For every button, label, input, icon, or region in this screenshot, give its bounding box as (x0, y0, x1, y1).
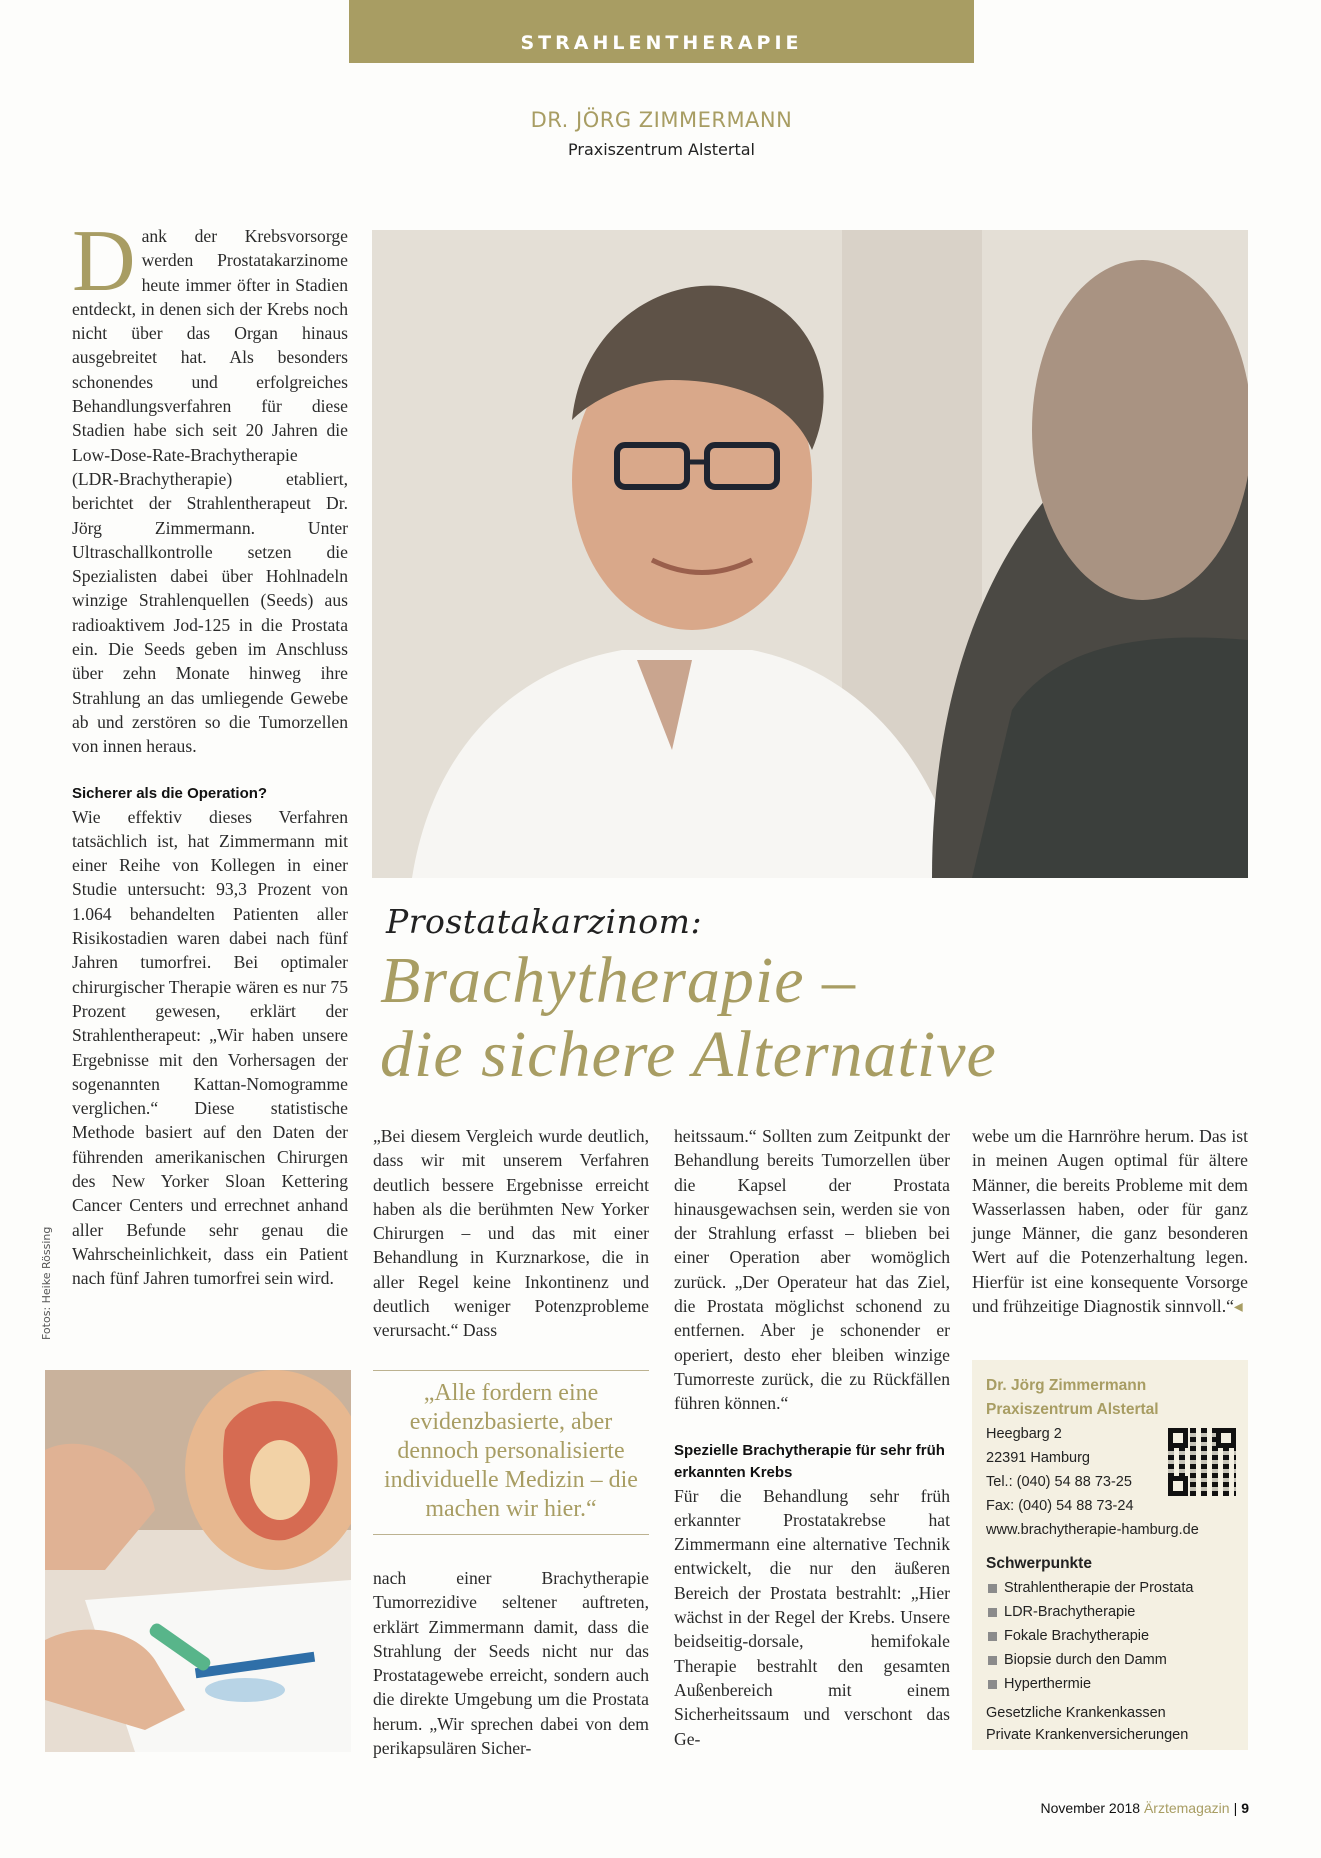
pull-quote-text: „Alle fordern eine evidenzbasierte, aber dennoch personalisierte individuelle Medizin – die machen wir hier.“ (384, 1380, 638, 1522)
focus-item: Hyperthermie (986, 1672, 1234, 1696)
pull-quote (373, 1370, 649, 1535)
article-column-4 (972, 1124, 1248, 1318)
intro-paragraph: ank der Krebsvorsorge werden Prostatakarzinome heute immer öfter in Stadien entdeckt, in denen sich der Krebs noch nicht über das Organ hinaus ausgebreitet hat. Als besonders schonendes und erfolgreiches Behandlungsverfahren für diese Stadien habe sich seit 20 Jahren die Low-Dose-Rate-Brachytherapie (LDR-Brachytherapie) etabliert, berichtet der Strahlentherapeut Dr. Jörg Zimmermann. Unter Ultraschallkontrolle setzen die Spezialisten dabei über Hohlnadeln winzige Strahlenquellen (Seeds) aus radioaktivem Jod-125 in die Prostata ein. Die Seeds geben im Anschluss über zehn Monate hinweg ihre Strahlung an das umliegende Gewebe ab und zerstören so die Tumorzellen von innen heraus. (72, 226, 348, 757)
author-block (349, 108, 974, 159)
insurance-private: Private Krankenversicherungen (986, 1727, 1189, 1743)
contact-infobox (972, 1360, 1248, 1750)
closing-text: webe um die Harnröhre herum. Das ist in meinen Augen optimal für ältere Männer, die bereits Probleme mit dem Wasserlassen haben, oder für ganz junge Männer, die ganz besonderen Wert auf die Potenzerhaltung legen. Hierfür ist eine konsequente Vorsorge und frühzeitige Diagnostik sinnvoll.“ (972, 1126, 1248, 1317)
comparison-paragraph: „Bei diesem Vergleich wurde deutlich, dass wir mit unserem Verfahren deutlich bessere Ergebnisse erreicht haben als die berühmten New Yorker Chirurgen – und das mit einer Behandlung in Kurznarkose, die in aller Regel keine Inkontinenz und deutlich weniger Potenzprobleme verursacht.“ Dass (373, 1126, 649, 1341)
author-name: DR. JÖRG ZIMMERMANN (530, 108, 793, 132)
headline-line-1: Brachytherapie – (380, 944, 857, 1017)
info-practice: Praxiszentrum Alstertal (986, 1401, 1159, 1418)
doctor-illustration (372, 230, 1248, 878)
article-column-1 (72, 213, 348, 1290)
consultation-illustration (45, 1370, 351, 1752)
article-column-2-bottom (373, 1566, 649, 1760)
article-column-3 (674, 1124, 950, 1751)
focus-list (986, 1576, 1234, 1696)
info-street: Heegbarg 2 (986, 1426, 1062, 1442)
focus-item: Strahlentherapie der Prostata (986, 1576, 1234, 1600)
insurance-public: Gesetzliche Krankenkassen (986, 1705, 1166, 1721)
page-footer (1040, 1800, 1249, 1816)
info-tel: Tel.: (040) 54 88 73-25 (986, 1474, 1132, 1490)
info-name: Dr. Jörg Zimmermann (986, 1377, 1147, 1394)
info-city: 22391 Hamburg (986, 1450, 1090, 1466)
study-paragraph: Wie effektiv dieses Verfahren tatsächlich ist, hat Zimmermann mit einer Reihe von Kollegen in einer Studie untersucht: 93,3 Prozent von 1.064 behandelten Patienten aller Risikostadien waren dabei nach fünf Jahren tumorfrei. Bei optimaler chirurgischer Therapie wären es nur 75 Prozent gewesen, erklärt der Strahlentherapeut: „Wir haben unsere Ergebnisse mit den Vorhersagen der sogenannten Kattan-Nomogramme verglichen.“ Diese statistische Methode basiert auf den Daten der führenden amerikanischen Chirurgen des New Yorker Sloan Kettering Cancer Centers und errechnet anhand aller Befunde sehr genau die Wahrscheinlichkeit, dass ein Patient nach fünf Jahren tumorfrei sein wird. (72, 806, 348, 1289)
section-title: STRAHLENTHERAPIE (520, 32, 803, 54)
focus-item: Fokale Brachytherapie (986, 1624, 1234, 1648)
photo-credit: Fotos: Heike Rössing (40, 1226, 53, 1340)
footer-date: November 2018 (1040, 1800, 1141, 1816)
headline-kicker: Prostatakarzinom: (386, 902, 703, 941)
closing-paragraph (972, 1124, 1248, 1318)
footer-magazine: Ärztemagazin (1143, 1800, 1230, 1816)
recurrence-paragraph: nach einer Brachytherapie Tumorrezidive seltener auftreten, erklärt Zimmermann damit, dass die Strahlung der Seeds nicht nur das Prostatagewebe erreicht, sondern auch die direkte Umgebung um die Prostata herum. „Wir sprechen dabei von dem perikapsulären Sicher- (373, 1568, 649, 1759)
drop-cap: D (72, 213, 136, 310)
focus-item: Biopsie durch den Damm (986, 1648, 1234, 1672)
technique-paragraph: Für die Behandlung sehr früh erkannter Prostatakrebse hat Zimmermann eine alternative Technik entwickelt, die nur den äußeren Bereich der Prostata bestrahlt: „Hier wächst in der Regel der Krebs. Unsere beidseitig-dorsale, hemifokale Therapie bestrahlt den gesamten Außenbereich mit einem Sicherheitssaum und verschont das Ge- (674, 1485, 950, 1749)
doctor-photo (372, 230, 1248, 878)
subhead-safer: Sicherer als die Operation? (72, 784, 268, 802)
info-fax: Fax: (040) 54 88 73-24 (986, 1498, 1134, 1514)
consultation-photo (45, 1370, 351, 1752)
focus-item: LDR-Brachytherapie (986, 1600, 1234, 1624)
info-web-link[interactable]: www.brachytherapie-hamburg.de (986, 1522, 1199, 1538)
section-band (349, 0, 974, 63)
insurance-info (986, 1702, 1234, 1746)
headline-line-2: die sichere Alternative (380, 1018, 997, 1091)
headline (380, 944, 997, 1092)
info-focus-title: Schwerpunkte (986, 1555, 1092, 1572)
safety-margin-paragraph: heitssaum.“ Sollten zum Zeitpunkt der Behandlung bereits Tumorzellen über die Kapsel der Prostata hinausgewachsen sein, werden sie von der Strahlung erfasst – blieben bei einer Operation aber womöglich zurück. „Der Operateur hat das Ziel, die Prostata möglichst schonend zu entfernen. Aber je schonender er operiert, desto eher bleiben winzige Tumorreste zurück, die zu Rückfällen führen können.“ (674, 1126, 950, 1414)
article-column-2-top (373, 1124, 649, 1343)
page-number: 9 (1241, 1800, 1249, 1816)
end-mark-icon: ◂ (1233, 1296, 1243, 1317)
footer-separator: | (1233, 1800, 1238, 1816)
subhead-special: Spezielle Brachytherapie für sehr früh erkannten Krebs (674, 1441, 945, 1481)
qr-code-icon[interactable] (1168, 1428, 1236, 1496)
author-org: Praxiszentrum Alstertal (568, 140, 755, 159)
